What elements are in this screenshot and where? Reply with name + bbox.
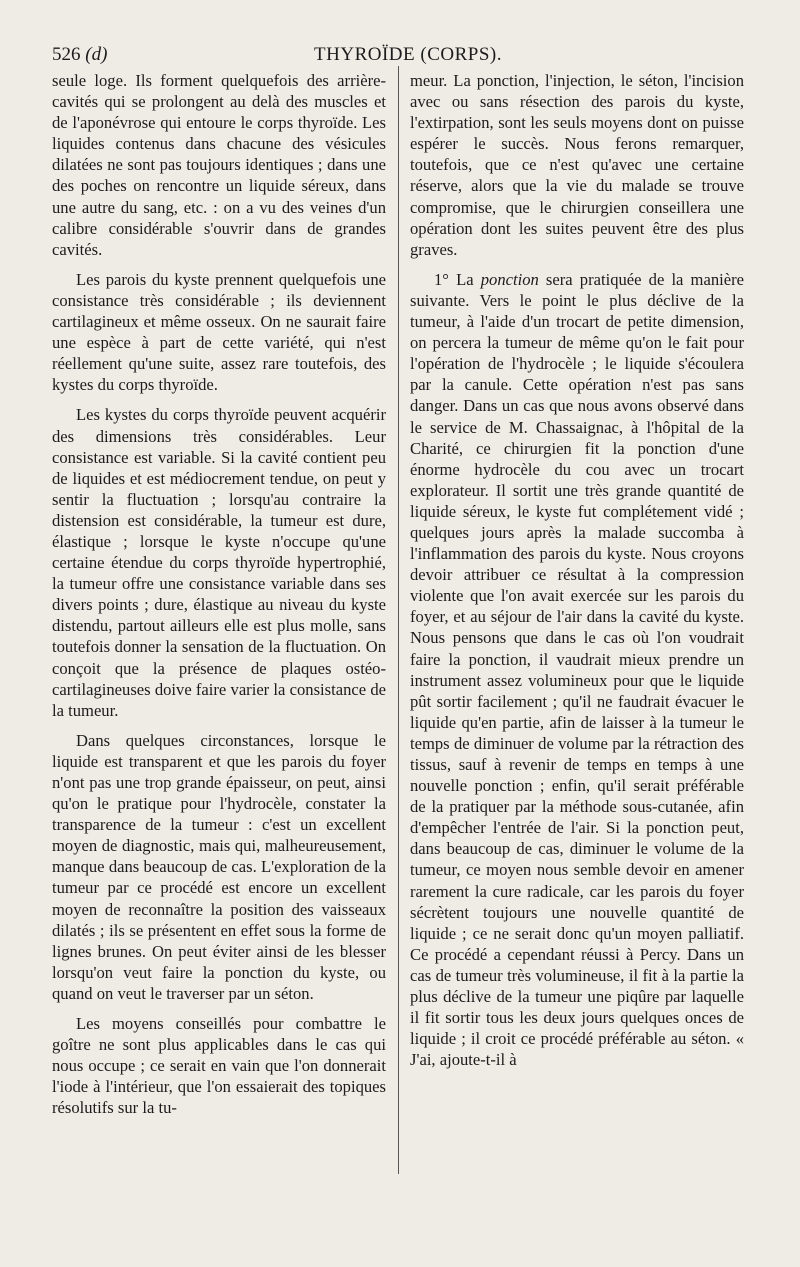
page-title: THYROÏDE (CORPS). [314,44,502,65]
paragraph-text: sera pratiquée de la manière suivante. Vers le point le plus déclive de la tumeur, à l'aide d'un trocart de petite dimension, on percera la tumeur de même qu'on le fait pour l'opération de l'hydrocèle ; le liquide s'écoulera par la canule. Cette opération n'est pas sans danger. Dans un cas que nous avons observé dans le service de M. Chassaignac, à l'hôpital de la Charité, ce chirurgien fit la ponction d'une énorme hydrocèle du cou avec un trocart explorateur. Il sortit une très grande quantité de liquide séreux, le kyste fut complétement vidé ; quelques jours après la malade succomba à l'inflammation des parois du kyste. Nous croyons devoir attribuer ce résultat à la compression violente que l'on avait exercée sur les parois du foyer, et au séjour de l'air dans la cavité du kyste. Nous pensons que dans le cas où l'on voudrait faire la ponction, il vaudrait mieux prendre un instrument assez volumineux pour que le liquide pût sortir facilement ; qu'il ne faudrait évacuer le liquide qu'en partie, afin de laisser à la tumeur le temps de diminuer de volume par la rétraction des tissus, sauf à revenir de temps en temps à une nouvelle ponction ; enfin, qu'il serait préférable de la pratiquer par la méthode sous-cutanée, afin d'empêcher l'entrée de l'air. Si la ponction peut, dans beaucoup de cas, diminuer le volume de la tumeur, ce moyen nous semble devoir en amener rarement la cure radicale, car les parois du foyer sécrètent toujours une nouvelle quantité de liquide ; ce ne serait donc qu'un moyen palliatif. Ce procédé a cependant réussi à Percy. Dans un cas de tumeur très volumineuse, il fit à la partie la plus déclive de la tumeur une piqûre par laquelle il fit sortir tous les deux jours quelques onces de liquide ; il croit ce procédé préférable au séton. « J'ai, ajoute-t-il à [410,269,744,1070]
section-number: 1° La [434,269,474,289]
right-column [410,70,744,1070]
paragraph: Les moyens conseillés pour combattre le goître ne sont plus applicables dans le cas qui nous occupe ; ce serait en vain que l'on donnerait l'iode à l'intérieur, que l'on essaierait des topiques résolutifs sur la tu- [52,1014,386,1118]
paragraph: Les kystes du corps thyroïde peuvent acquérir des dimensions très considérables. Leur consistance est variable. Si la cavité contient peu de liquides et est médiocrement tendue, on peut y sentir la fluctuation ; lorsqu'au contraire la distension est considérable, la tumeur est dure, élastique ; lorsque le kyste n'occupe qu'une certaine étendue du corps thyroïde hypertrophié, la tumeur offre une consistance variable dans ses divers points ; dure, élastique au niveau du kyste distendu, partout ailleurs elle est plus molle, sans toutefois donner la sensation de la fluctuation. On conçoit que la présence de plaques ostéo-cartilagineuses doive faire varier la consistance de la tumeur. [52,405,386,720]
section-term: ponction [480,269,539,289]
left-column [52,70,386,1119]
paragraph: Dans quelques circonstances, lorsque le liquide est transparent et que les parois du foyer n'ont pas une trop grande épaisseur, on peut, ainsi qu'on le pratique pour l'hydrocèle, constater la transparence de la tumeur : c'est un excellent moyen de diagnostic, mais qui, malheureusement, manque dans beaucoup de cas. L'exploration de la tumeur par ce procédé est encore un excellent moyen de reconnaître la position des vaisseaux dilatés ; ils se présentent en effet sous la forme de lignes brunes. On peut éviter ainsi de les blesser lorsqu'on veut faire la ponction du kyste, ou quand on veut le traverser par un séton. [52,730,386,1003]
page-number: 526 (d) [52,44,108,65]
column-divider [398,66,399,1174]
paragraph: Les parois du kyste prennent quelquefois une consistance très considérable ; ils deviennent cartilagineux et même osseux. On ne saurait faire une espèce à part de cette variété, qui n'est réellement qu'une suite, assez rare toutefois, des kystes du corps thyroïde. [52,269,386,395]
paragraph: seule loge. Ils forment quelquefois des arrière-cavités qui se prolongent au delà des muscles et de l'aponévrose qui entoure le corps thyroïde. Les liquides contenus dans chacune des vésicules dilatées ne sont pas toujours identiques ; dans une des poches on rencontre un liquide séreux, dans une autre du sang, etc. : on a vu des veines d'un calibre considérable s'ouvrir dans de grandes cavités. [52,71,386,259]
page-sub-label: (d) [85,44,108,65]
paragraph-ponction [410,269,744,1071]
paragraph: meur. La ponction, l'injection, le séton, l'incision avec ou sans résection des parois du kyste, l'extirpation, sont les seuls moyens dont on puisse espérer le succès. Nous ferons remarquer, toutefois, que ce n'est qu'avec une certaine réserve, alors que la vie du malade se trouve compromise, que le chirurgien conseillera une opération dont les suites peuvent être des plus graves. [410,71,744,259]
